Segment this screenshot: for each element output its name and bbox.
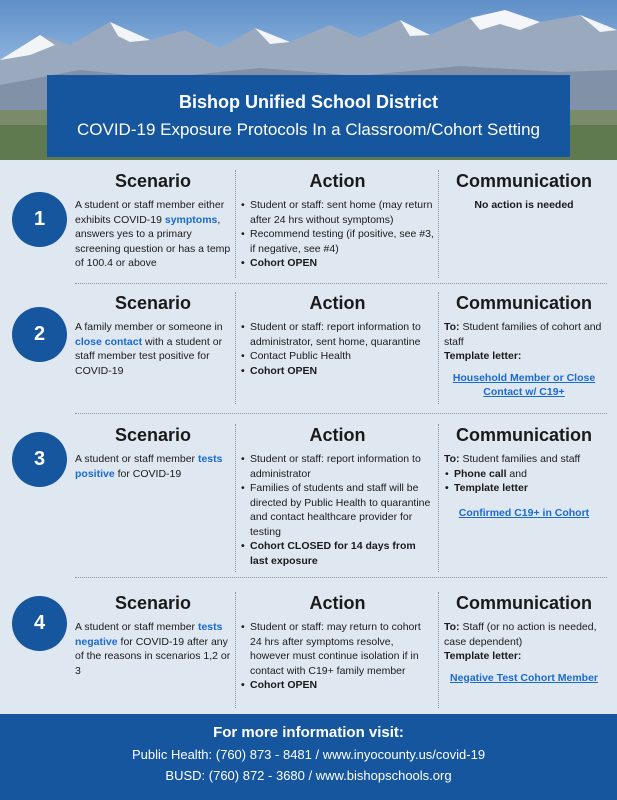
communication-column xyxy=(444,592,604,685)
scenario-row-2 xyxy=(0,292,617,407)
communication-method: • Template letter xyxy=(444,481,604,496)
scenario-heading: Scenario xyxy=(114,171,192,191)
action-heading: Action xyxy=(309,293,366,313)
communication-heading: Communication xyxy=(455,593,592,613)
communication-method: • Phone call and xyxy=(444,467,604,482)
template-letter-link[interactable]: Confirmed C19+ in Cohort xyxy=(458,506,590,519)
public-health-contact: Public Health: (760) 873 - 8481 / www.inyocounty.us/covid-19 xyxy=(131,747,486,762)
scenario-heading: Scenario xyxy=(114,593,192,613)
scenario-column xyxy=(75,292,231,378)
footer xyxy=(0,714,617,800)
action-item: • Contact Public Health xyxy=(240,349,435,364)
action-item: • Student or staff: report information to administrator, sent home, quarantine xyxy=(240,320,435,349)
action-column xyxy=(240,170,435,271)
action-item: • Families of students and staff will be directed by Public Health to quarantine and contact healthcare provider for testing xyxy=(240,481,435,539)
scenario-row-3 xyxy=(0,424,617,574)
communication-recipients: To: Student families of cohort and staff xyxy=(444,321,602,348)
scenario-text: A student or staff member either exhibits COVID-19 symptoms, answers yes to a primary screening question or has a temp of 100.4 or above xyxy=(75,199,231,269)
communication-column xyxy=(444,292,604,400)
scenario-column xyxy=(75,170,231,271)
action-item: • Student or staff: may return to cohort 24 hrs after symptoms resolve, however must continue isolation if in contact with C19+ family member xyxy=(240,620,435,678)
busd-contact: BUSD: (760) 872 - 3680 / www.bishopschools.org xyxy=(165,768,452,783)
communication-heading: Communication xyxy=(455,425,592,445)
scenario-heading: Scenario xyxy=(114,293,192,313)
scenario-row-4 xyxy=(0,592,617,710)
cohort-status: • Cohort OPEN xyxy=(240,678,435,693)
scenario-number-badge: 1 xyxy=(12,192,67,247)
cohort-status: • Cohort OPEN xyxy=(240,256,435,271)
scenario-column xyxy=(75,592,231,678)
action-column xyxy=(240,592,435,693)
scenario-text: A student or staff member tests positive for COVID-19 xyxy=(75,453,223,480)
action-column xyxy=(240,292,435,378)
scenario-text: A family member or someone in close contact with a student or staff member test positive for COVID-19 xyxy=(75,321,223,377)
action-heading: Action xyxy=(309,593,366,613)
scenario-number-badge: 3 xyxy=(12,432,67,487)
action-item: • Student or staff: report information to administrator xyxy=(240,452,435,481)
template-letter-link[interactable]: Household Member or Close Contact w/ C19+ xyxy=(452,371,596,398)
district-title: Bishop Unified School District xyxy=(178,92,438,112)
scenario-row-1 xyxy=(0,170,617,282)
title-box xyxy=(47,75,570,157)
action-heading: Action xyxy=(309,171,366,191)
action-column xyxy=(240,424,435,568)
communication-heading: Communication xyxy=(455,293,592,313)
action-item: • Student or staff: sent home (may return after 24 hrs without symptoms) xyxy=(240,198,435,227)
communication-heading: Communication xyxy=(455,171,592,191)
footer-heading: For more information visit: xyxy=(213,724,404,741)
communication-note: No action is needed xyxy=(474,199,574,211)
scenario-number-badge: 4 xyxy=(12,596,67,651)
scenario-text: A student or staff member tests negative for COVID-19 after any of the reasons in scenarios 1,2 or 3 xyxy=(75,621,231,677)
template-letter-label: Template letter: xyxy=(444,350,522,362)
communication-recipients: To: Staff (or no action is needed, case dependent) xyxy=(444,621,597,648)
action-item: • Recommend testing (if positive, see #3, if negative, see #4) xyxy=(240,227,435,256)
scenario-number-badge: 2 xyxy=(12,307,67,362)
action-heading: Action xyxy=(309,425,366,445)
cohort-status: • Cohort OPEN xyxy=(240,364,435,379)
template-letter-link[interactable]: Negative Test Cohort Member xyxy=(450,671,598,684)
communication-column xyxy=(444,424,604,520)
template-letter-label: Template letter: xyxy=(444,650,522,662)
cohort-status: • Cohort CLOSED for 14 days from last exposure xyxy=(240,539,435,568)
communication-recipients: To: Student families and staff xyxy=(444,453,581,465)
communication-column xyxy=(444,170,604,213)
page-subtitle: COVID-19 Exposure Protocols In a Classroom/Cohort Setting xyxy=(77,120,540,139)
scenario-column xyxy=(75,424,231,481)
scenario-heading: Scenario xyxy=(114,425,192,445)
